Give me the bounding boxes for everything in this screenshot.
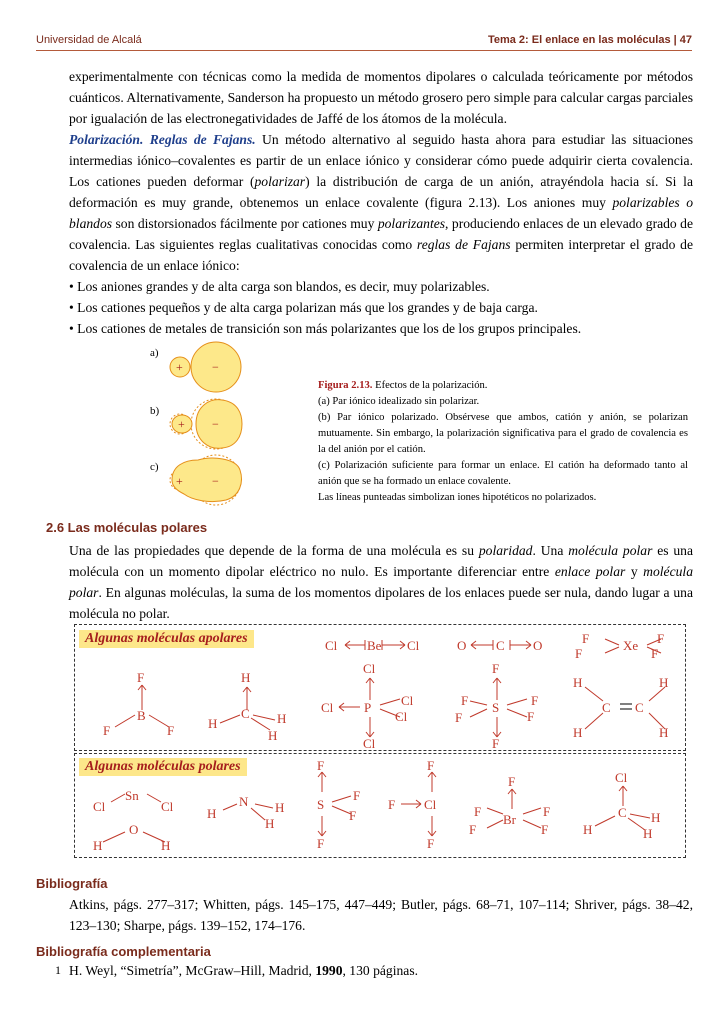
section-text-2: . Una — [532, 543, 569, 558]
figure-label-b: b) — [150, 405, 160, 417]
minus-a: − — [212, 360, 219, 374]
atom-cl: Cl — [161, 799, 174, 814]
atom-f: F — [427, 836, 435, 851]
minus-b: − — [212, 417, 219, 431]
atom-br: Br — [503, 812, 516, 827]
atom-f: F — [492, 661, 500, 676]
atom-h: H — [573, 675, 583, 690]
atom-h: H — [573, 725, 583, 740]
ref-text-b: , 130 páginas. — [342, 963, 419, 978]
atom-f: F — [455, 710, 463, 725]
ref-year: 1990 — [315, 963, 343, 978]
atom-h: H — [265, 816, 275, 831]
fajans-text-1: Un método alternativo al seguido hasta ahora para estudiar las situaciones intermedias iónico–covalentes es partir de un enlace iónico y considerar cómo puede adquirir cierta covalencia. Los cationes pueden deformar ( — [69, 132, 693, 189]
atom-f: F — [388, 797, 396, 812]
atom-f: F — [582, 631, 590, 646]
caption-line-3: (b) Par iónico polarizado. Obsérvese que ambos, catión y anión, se polarizan mutuamente. Sin embargo, la polarización significativa para el grado de covalencia es la del anión por el catión. — [318, 412, 688, 455]
atom-n: N — [239, 794, 249, 809]
apolar-molecules-box — [74, 624, 686, 751]
atom-cl: Cl — [363, 736, 376, 750]
atom-cl: Cl — [615, 770, 628, 785]
term-enlace-polar: enlace polar — [554, 564, 626, 579]
atom-h: H — [643, 826, 653, 841]
atom-h: H — [207, 806, 217, 821]
section-text-4: y — [625, 564, 644, 579]
atom-h: H — [583, 822, 593, 837]
ref-text-a: H. Weyl, “Simetría”, McGraw–Hill, Madrid, — [69, 963, 316, 978]
figure-caption — [318, 378, 688, 506]
body-text — [69, 66, 693, 339]
atom-f: F — [427, 758, 435, 773]
atom-c: C — [602, 700, 611, 715]
bibliography-heading: Bibliografía — [36, 876, 108, 891]
atom-cl: Cl — [363, 661, 376, 676]
fajans-paragraph — [69, 129, 693, 276]
atom-f: F — [651, 646, 659, 661]
atom-h: H — [268, 728, 278, 743]
atom-h: H — [241, 670, 251, 685]
atom-f: F — [508, 774, 516, 789]
atom-s: S — [492, 700, 500, 715]
atom-f: F — [353, 788, 361, 803]
atom-f: F — [103, 723, 111, 738]
polar-diagrams — [75, 754, 685, 857]
term-polarizantes: polarizantes — [377, 216, 446, 231]
section-text-1: Una de las propiedades que depende de la forma de una molécula es su — [69, 543, 479, 558]
caption-label: Figura 2.13. — [318, 380, 373, 391]
atom-h: H — [659, 725, 669, 740]
fajans-title: Polarización. Reglas de Fajans. — [69, 132, 256, 147]
atom-f: F — [317, 758, 325, 773]
atom-f: F — [543, 804, 551, 819]
section-text — [69, 540, 693, 624]
atom-f: F — [317, 836, 325, 851]
atom-h: H — [208, 716, 218, 731]
atom-cl: Cl — [325, 638, 338, 653]
atom-f: F — [527, 709, 535, 724]
atom-h: H — [275, 800, 285, 815]
atom-o: O — [129, 822, 139, 837]
header-chapter: Tema 2: El enlace en las moléculas | 47 — [487, 34, 692, 46]
ref-number: 1 — [55, 963, 61, 977]
anion-b — [196, 400, 242, 449]
atom-f: F — [469, 822, 477, 837]
atom-f: F — [349, 808, 357, 823]
header-rule — [36, 50, 692, 51]
atom-f: F — [461, 693, 469, 708]
atom-h: H — [93, 838, 103, 853]
caption-line-5: Las líneas punteadas simbolizan iones hipotéticos no polarizados. — [318, 492, 597, 503]
term-reglas: reglas de Fajans — [416, 237, 511, 252]
term-polaridad: polaridad — [478, 543, 533, 558]
atom-cl: Cl — [407, 638, 420, 653]
bibliography-comp-heading: Bibliografía complementaria — [36, 944, 211, 959]
bibliography-text: Atkins, págs. 277–317; Whitten, págs. 145–175, 447–449; Butler, págs. 68–71, 107–114; Shriver, págs. 38–42, 123–130; Sharpe, págs. 139–152, 174–176. — [69, 897, 693, 933]
atom-c: C — [241, 706, 250, 721]
atom-f: F — [657, 631, 665, 646]
intro-paragraph: experimentalmente con técnicas como la medida de momentos dipolares o calculada teóricamente por métodos cuánticos. Alternativamente, Sanderson ha propuesto un método grosero pero simple para calcular cargas parciales por igualación de las electronegatividades de Jaffé de los átomos de la molécula. — [69, 69, 693, 126]
term-molecula-polar-2: molécula polar — [69, 564, 693, 600]
atom-f: F — [492, 736, 500, 750]
atom-h: H — [651, 810, 661, 825]
atom-f: F — [474, 804, 482, 819]
caption-line-1: Efectos de la polarización. — [372, 380, 488, 391]
atom-be: Be — [367, 638, 382, 653]
polar-molecules-box — [74, 753, 686, 858]
atom-cl: Cl — [395, 709, 408, 724]
fajans-text-4: , produciendo enlaces de un elevado grado de covalencia. Las siguientes reglas cualitativas conocidas como — [69, 216, 694, 252]
ref-weyl — [69, 960, 693, 981]
plus-a: + — [176, 360, 183, 374]
atom-s: S — [317, 797, 325, 812]
atom-h: H — [659, 675, 669, 690]
atom-c: C — [496, 638, 505, 653]
atom-o: O — [533, 638, 543, 653]
polar-label: Algunas moléculas polares — [79, 758, 247, 776]
section-text-5: . En algunas moléculas, la suma de los momentos dipolares de los enlaces puede ser nula, dando lugar a una molécula no polar. — [69, 585, 693, 621]
atom-cl: Cl — [424, 797, 437, 812]
caption-line-2: (a) Par iónico idealizado sin polarizar. — [318, 396, 480, 407]
atom-sn: Sn — [125, 788, 139, 803]
atom-h: H — [277, 711, 287, 726]
atom-o: O — [457, 638, 467, 653]
fajans-text-5: permiten interpretar el grado de covalencia de un enlace iónico: — [69, 237, 693, 273]
atom-f: F — [575, 646, 583, 661]
plus-c: + — [176, 474, 183, 488]
apolar-label: Algunas moléculas apolares — [79, 630, 254, 648]
section-heading: 2.6 Las moléculas polares — [46, 520, 208, 535]
atom-h: H — [161, 838, 171, 853]
minus-c: − — [212, 474, 219, 488]
atom-f: F — [137, 670, 145, 685]
atom-b: B — [137, 708, 146, 723]
atom-f: F — [541, 822, 549, 837]
bullet-3: • Los cationes de metales de transición son más polarizantes que los de los grupos principales. — [69, 321, 582, 336]
atom-c: C — [635, 700, 644, 715]
atom-cl: Cl — [93, 799, 106, 814]
atom-f: F — [531, 693, 539, 708]
atom-f: F — [167, 723, 175, 738]
atom-cl: Cl — [321, 700, 334, 715]
term-blandos: polarizables o blandos — [69, 195, 693, 231]
bullet-1: • Los aniones grandes y de alta carga son blandos, es decir, muy polarizables. — [69, 279, 490, 294]
plus-b: + — [178, 417, 185, 431]
term-polarizar: polarizar — [254, 174, 306, 189]
atom-cl: Cl — [401, 693, 414, 708]
caption-line-4: (c) Polarización suficiente para formar un enlace. El catión ha deformado tanto al anión que se ha formado un enlace covalente. — [318, 460, 688, 487]
apolar-diagrams — [75, 625, 685, 750]
bullet-2: • Los cationes pequeños y de alta carga polarizan más que los grandes y de baja carga. — [69, 300, 538, 315]
figure-label-a: a) — [150, 347, 159, 359]
atom-c: C — [618, 805, 627, 820]
fajans-text-2: ) la distribución de carga de un anión, atrayéndola hacia sí. Si la deformación es muy grande, obtenemos un enlace covalente (figura 2.13). Los aniones muy — [69, 174, 693, 210]
fajans-text-3: son distorsionados fácilmente por cationes muy — [112, 216, 378, 231]
header-university: Universidad de Alcalá — [36, 34, 142, 46]
atom-xe: Xe — [623, 638, 639, 653]
term-molecula-polar: molécula polar — [568, 543, 653, 558]
figure-label-c: c) — [150, 461, 159, 473]
atom-p: P — [364, 700, 372, 715]
section-text-3: es una molécula con un momento dipolar eléctrico no nulo. Es importante diferenciar entre — [69, 543, 694, 579]
